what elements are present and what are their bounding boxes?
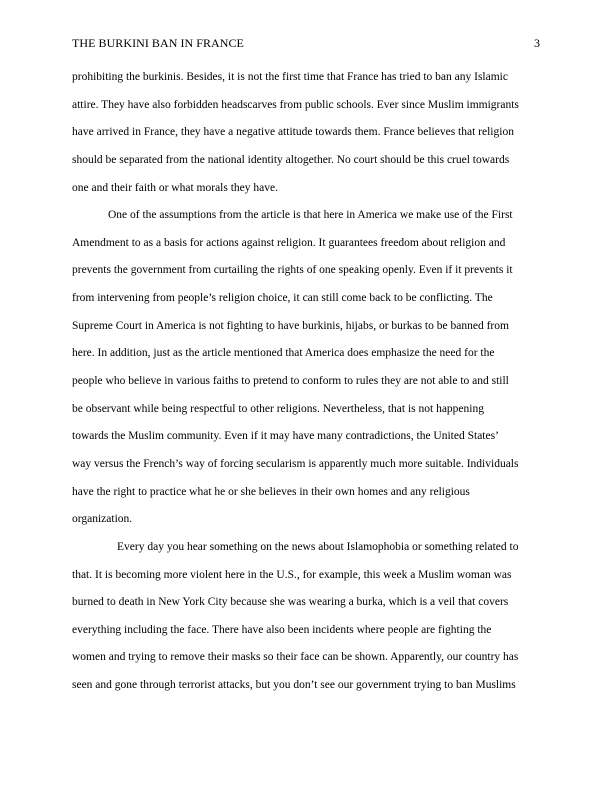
text-line: organization. bbox=[72, 513, 133, 526]
text-line: here. In addition, just as the article mentioned that America does emphasize the need for the bbox=[72, 347, 495, 360]
text-line: everything including the face. There have also been incidents where people are fighting the bbox=[72, 623, 492, 636]
text-line: burned to death in New York City because she was wearing a burka, which is a veil that covers bbox=[72, 596, 509, 609]
text-line: that. It is becoming more violent here in the U.S., for example, this week a Muslim woman was bbox=[72, 568, 512, 581]
paragraph-2 bbox=[72, 202, 540, 534]
text-line: Amendment to as a basis for actions against religion. It guarantees freedom about religion and bbox=[72, 236, 506, 249]
text-line: One of the assumptions from the article is that here in America we make use of the First bbox=[108, 209, 513, 222]
text-line: have arrived in France, they have a negative attitude towards them. France believes that religion bbox=[72, 126, 514, 139]
text-line: Supreme Court in America is not fighting to have burkinis, hijabs, or burkas to be banned from bbox=[72, 319, 509, 332]
text-line: women and trying to remove their masks so their face can be shown. Apparently, our country has bbox=[72, 651, 519, 664]
text-line: prevents the government from curtailing the rights of one speaking openly. Even if it prevents it bbox=[72, 264, 513, 277]
text-line: Every day you hear something on the news about Islamophobia or something related to bbox=[117, 540, 519, 553]
text-line: way versus the French’s way of forcing secularism is apparently much more suitable. Individuals bbox=[72, 457, 519, 470]
running-head-title: THE BURKINI BAN IN FRANCE bbox=[72, 36, 244, 50]
text-line: have the right to practice what he or she believes in their own homes and any religious bbox=[72, 485, 470, 498]
text-line: towards the Muslim community. Even if it may have many contradictions, the United States’ bbox=[72, 430, 499, 443]
text-line: from intervening from people’s religion choice, it can still come back to be conflicting. The bbox=[72, 292, 493, 305]
text-line: be observant while being respectful to other religions. Nevertheless, that is not happening bbox=[72, 402, 484, 415]
text-line: seen and gone through terrorist attacks, but you don’t see our government trying to ban Muslims bbox=[72, 679, 516, 692]
text-line: people who believe in various faiths to pretend to conform to rules they are not able to and still bbox=[72, 375, 509, 388]
paragraph-3 bbox=[72, 534, 540, 700]
page-number: 3 bbox=[534, 36, 540, 50]
text-line: should be separated from the national identity altogether. No court should be this cruel towards bbox=[72, 153, 510, 166]
text-line: prohibiting the burkinis. Besides, it is not the first time that France has tried to ban any Islamic bbox=[72, 71, 508, 83]
paragraph-1 bbox=[72, 64, 540, 202]
text-line: one and their faith or what morals they have. bbox=[72, 181, 278, 194]
body-text bbox=[72, 64, 540, 700]
text-line: attire. They have also forbidden headscarves from public schools. Ever since Muslim immigrants bbox=[72, 98, 519, 111]
